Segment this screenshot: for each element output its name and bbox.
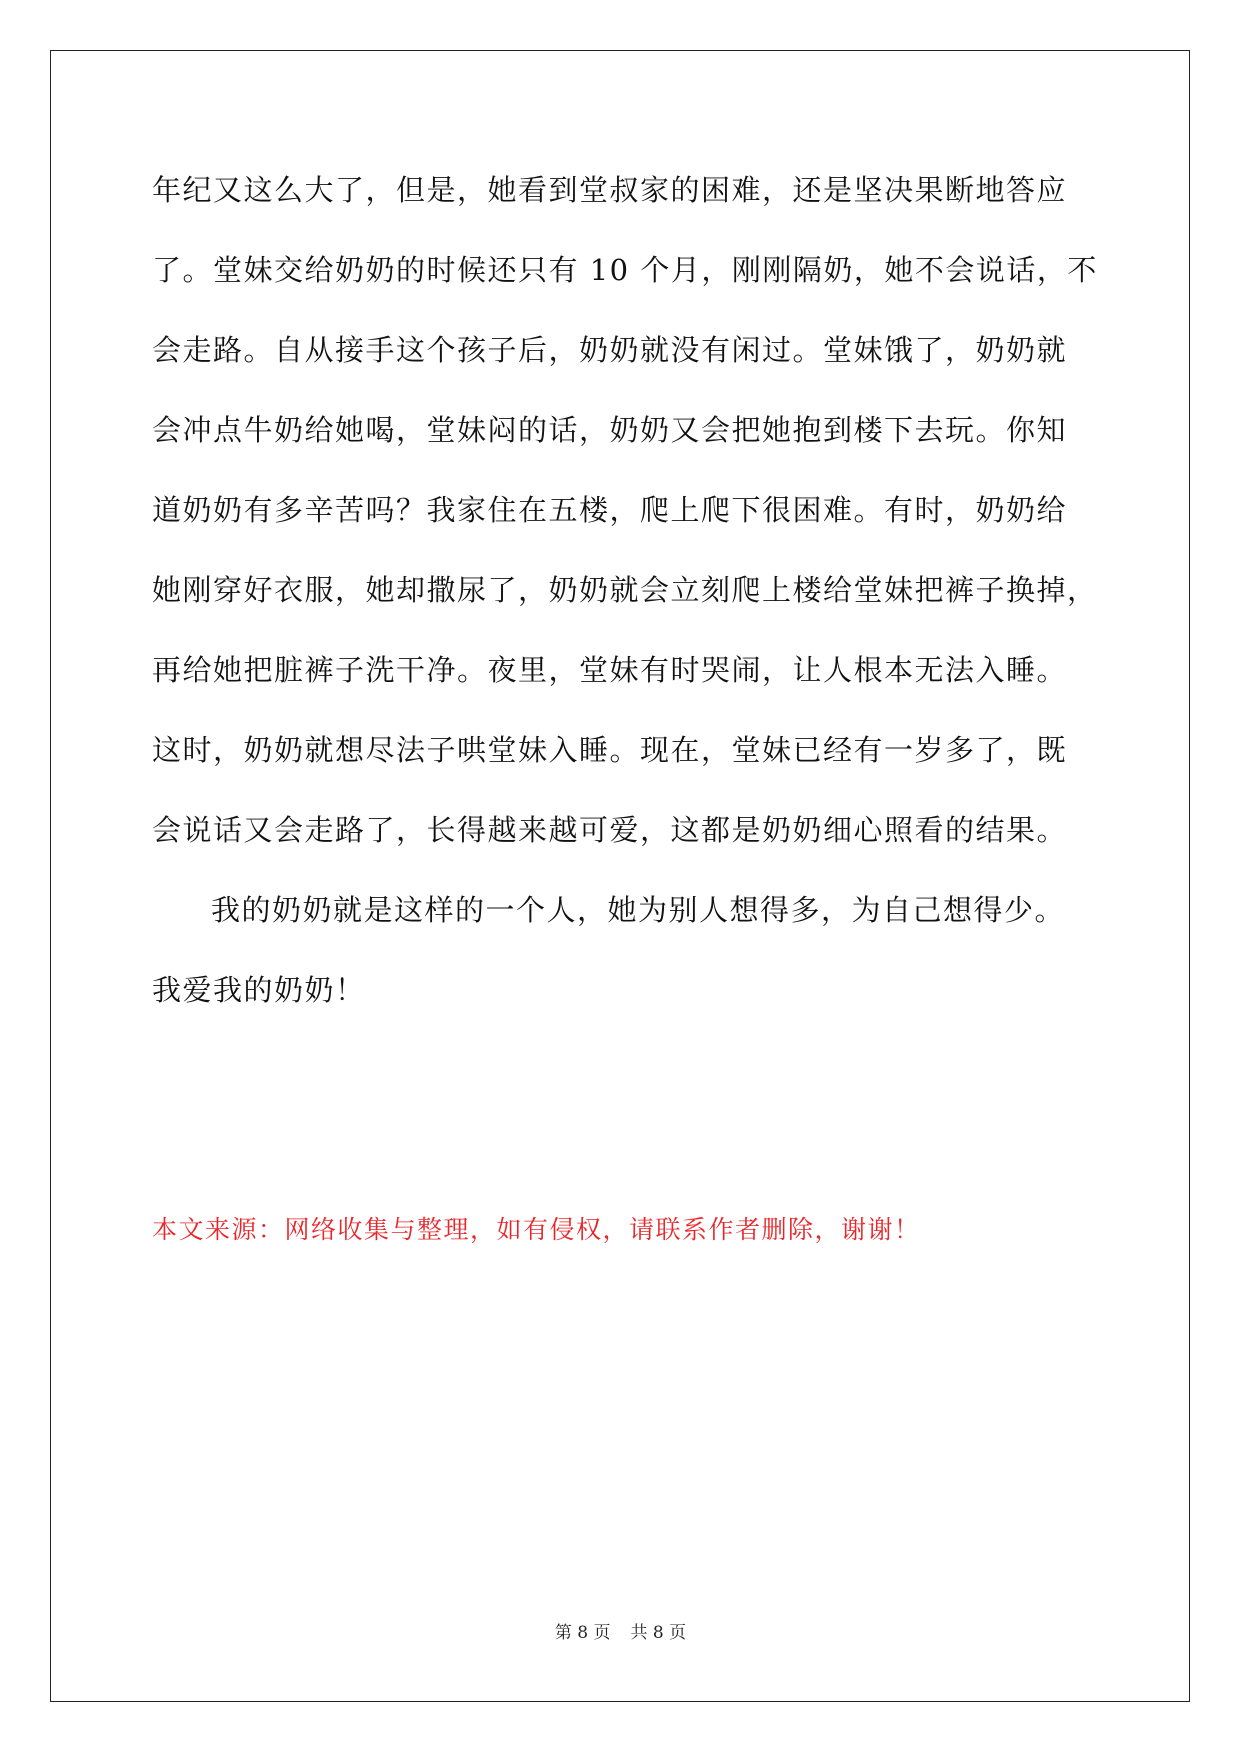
paragraph-line-indented: 我的奶奶就是这样的一个人，她为别人想得多，为自己想得少。 xyxy=(211,893,1066,927)
paragraph-line: 会冲点牛奶给她喝，堂妹闷的话，奶奶又会把她抱到楼下去玩。你知 xyxy=(152,413,1068,447)
paragraph-line: 我爱我的奶奶！ xyxy=(152,973,366,1007)
paragraph-line: 年纪又这么大了，但是，她看到堂叔家的困难，还是坚决果断地答应 xyxy=(152,173,1068,207)
paragraph-line: 这时，奶奶就想尽法子哄堂妹入睡。现在，堂妹已经有一岁多了，既 xyxy=(152,733,1068,767)
paragraph-line: 再给她把脏裤子洗干净。夜里，堂妹有时哭闹，让人根本无法入睡。 xyxy=(152,653,1068,687)
page-number: 第 8 页 xyxy=(554,1623,611,1643)
paragraph-line: 会说话又会走路了，长得越来越可爱，这都是奶奶细心照看的结果。 xyxy=(152,813,1068,847)
source-disclaimer: 本文来源：网络收集与整理，如有侵权，请联系作者删除，谢谢！ xyxy=(152,1215,921,1244)
paragraph-line: 道奶奶有多辛苦吗？我家住在五楼，爬上爬下很困难。有时，奶奶给 xyxy=(152,493,1068,527)
paragraph-line: 会走路。自从接手这个孩子后，奶奶就没有闲过。堂妹饿了，奶奶就 xyxy=(152,333,1068,367)
page-footer xyxy=(0,1621,1241,1645)
paragraph-line: 了。堂妹交给奶奶的时候还只有 10 个月，刚刚隔奶，她不会说话，不 xyxy=(152,253,1098,287)
paragraph-line: 她刚穿好衣服，她却撒尿了，奶奶就会立刻爬上楼给堂妹把裤子换掉， xyxy=(152,573,1098,607)
page-frame xyxy=(50,50,1190,1702)
page-total: 共 8 页 xyxy=(630,1623,687,1643)
